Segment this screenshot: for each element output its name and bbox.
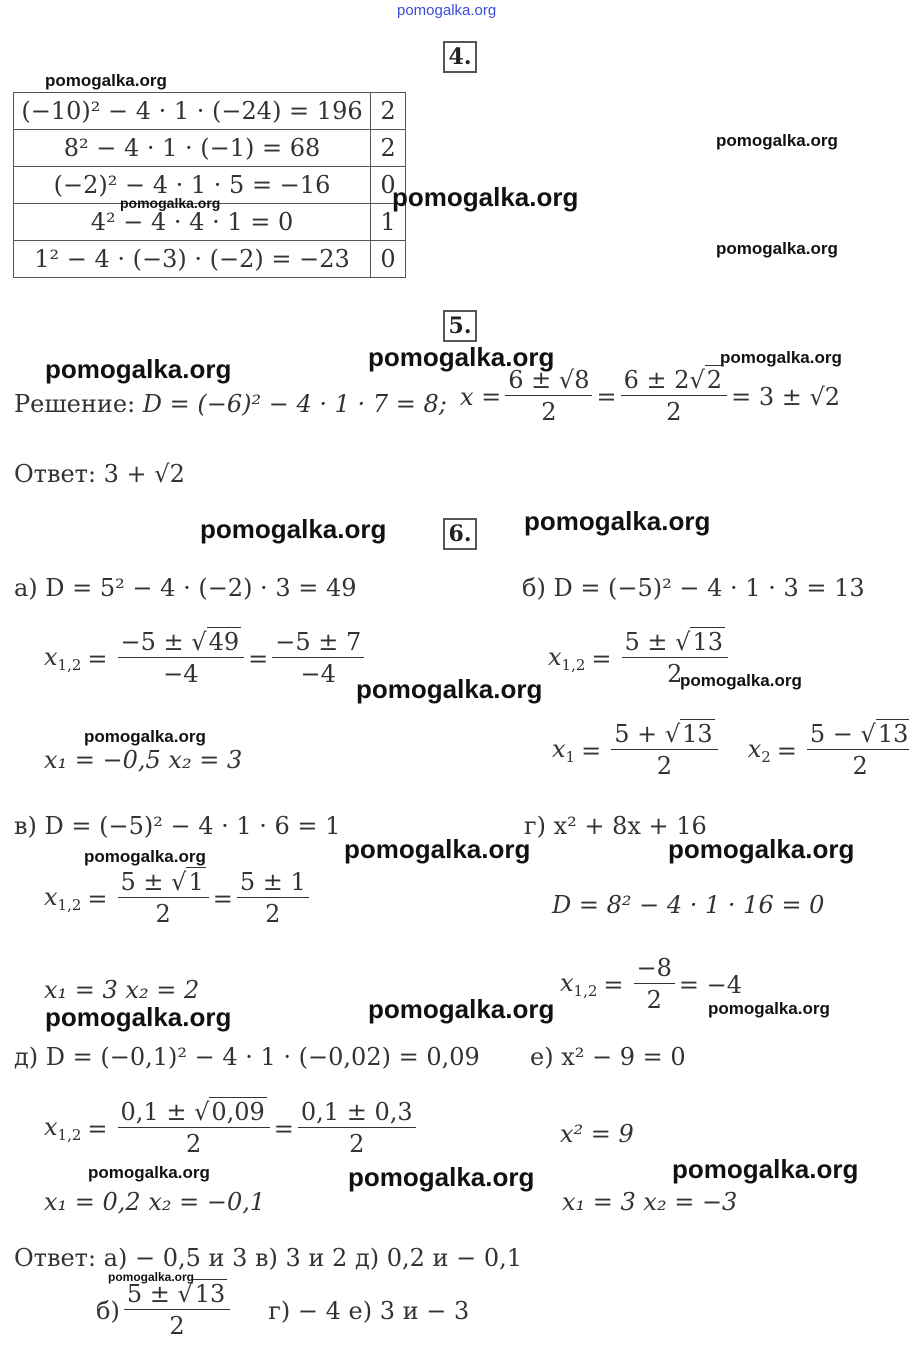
watermark: pomogalka.org	[672, 1154, 859, 1184]
fraction-numerator: 0,1 ± √0,09	[118, 1100, 270, 1128]
answer-b-label: б)	[96, 1296, 120, 1325]
table-cell-expr: 8² − 4 · 1 · (−1) = 68	[14, 130, 371, 167]
fraction-denominator: 2	[541, 398, 557, 427]
fraction-numerator: 5 − √13	[807, 722, 909, 750]
watermark: pomogalka.org	[716, 239, 838, 258]
watermark: pomogalka.org	[200, 514, 387, 544]
fraction	[124, 1282, 230, 1339]
part-b-roots: $x_1$ = $\frac{5 + √13}{2}$ $x_2$ = $\frac{5 - √13}{2}$	[552, 722, 909, 779]
fraction-numerator: 5 ± 1	[237, 870, 309, 898]
fraction-numerator: 0,1 ± 0,3	[298, 1100, 416, 1128]
problem-5-discriminant	[14, 392, 447, 416]
fraction-numerator: 5 ± √13	[622, 630, 728, 658]
table-row	[14, 93, 406, 130]
fraction-numerator: 5 ± √1	[118, 870, 209, 898]
fraction	[611, 722, 717, 779]
fraction-numerator: −5 ± √49	[118, 630, 245, 658]
problem-6-answer-line1: Ответ: а) − 0,5 и 3 в) 3 и 2 д) 0,2 и − 0,1	[14, 1244, 523, 1272]
watermark: pomogalka.org	[348, 1162, 535, 1192]
problem-5-roots: x = $\frac{6 \pm √8}{2}$ = $\frac{6 \pm 2√2}{2}$ = 3 ± √2	[460, 366, 841, 427]
watermark: pomogalka.org	[368, 342, 555, 372]
part-v-roots-formula: $x_{1,2}$ = $\frac{5 \pm √1}{2}$ = $\frac{5 \pm 1}{2}$	[44, 870, 313, 927]
watermark: pomogalka.org	[680, 671, 802, 690]
part-b-discriminant: б) D = (−5)² − 4 · 1 · 3 = 13	[522, 574, 865, 602]
fraction-numerator: 5 + √13	[611, 722, 717, 750]
fraction-denominator: −4	[300, 660, 336, 689]
fraction	[237, 870, 309, 927]
watermark: pomogalka.org	[88, 1163, 210, 1182]
fraction	[298, 1100, 416, 1157]
watermark: pomogalka.org	[84, 847, 206, 866]
part-v-discriminant: в) D = (−5)² − 4 · 1 · 6 = 1	[14, 812, 341, 840]
fraction-numerator: 5 ± √13	[124, 1282, 230, 1310]
part-d-discriminant: д) D = (−0,1)² − 4 · 1 · (−0,02) = 0,09	[14, 1043, 480, 1071]
problem-6-answer-line2	[96, 1282, 469, 1339]
fraction-denominator: 2	[666, 398, 682, 427]
watermark: pomogalka.org	[356, 674, 543, 704]
fraction-denominator: 2	[656, 752, 673, 781]
watermark: pomogalka.org	[120, 195, 221, 211]
part-g-discriminant: D = 8² − 4 · 1 · 16 = 0	[552, 891, 825, 919]
part-g-roots: $x_{1,2}$ = $\frac{-8}{2}$ = −4	[560, 954, 743, 1015]
fraction-numerator: −8	[634, 956, 675, 984]
table-cell-count: 2	[371, 93, 406, 130]
fraction	[118, 870, 209, 927]
fraction-denominator: 2	[186, 1130, 202, 1159]
part-d-roots-formula: $x_{1,2}$ = $\frac{0,1 \pm √0,09}{2}$ = $\frac{0,1 \pm 0,3}{2}$	[44, 1100, 420, 1157]
radicand: 2	[706, 366, 723, 394]
problem-4-number: 4.	[443, 41, 477, 73]
fraction	[807, 722, 909, 779]
table-cell-count: 0	[371, 241, 406, 278]
result: = 3 ± √2	[731, 382, 841, 411]
fraction	[634, 956, 675, 1013]
problem-6-number: 6.	[443, 518, 477, 550]
fraction-denominator: 2	[852, 752, 868, 781]
table-row	[14, 241, 406, 278]
fraction-numerator: −5 ± 7	[272, 630, 364, 658]
fraction-denominator: 2	[155, 900, 171, 929]
x-label: x =	[460, 382, 502, 411]
part-e-square: x² = 9	[560, 1120, 634, 1148]
watermark: pomogalka.org	[45, 71, 167, 90]
x12-label: $x_{1,2}$	[548, 642, 586, 674]
problem-5-answer: Ответ: 3 + √2	[14, 460, 185, 488]
watermark: pomogalka.org	[668, 834, 855, 864]
part-a-roots-formula: $x_{1,2}$ = $\frac{-5 \pm √49}{-4}$ = $\frac{-5 \pm 7}{-4}$	[44, 630, 368, 687]
fraction-denominator: 2	[667, 660, 683, 689]
answer-rest: г) − 4 е) 3 и − 3	[268, 1296, 470, 1325]
fraction	[505, 368, 592, 425]
watermark: pomogalka.org	[716, 131, 838, 150]
part-d-roots: x₁ = 0,2 x₂ = −0,1	[44, 1188, 266, 1216]
watermark-top: pomogalka.org	[397, 2, 497, 19]
watermark: pomogalka.org	[84, 727, 206, 746]
watermark: pomogalka.org	[708, 999, 830, 1018]
watermark: pomogalka.org	[45, 1002, 232, 1032]
fraction-denominator: 2	[169, 1312, 185, 1341]
watermark: pomogalka.org	[720, 348, 842, 367]
fraction	[118, 630, 245, 687]
fraction-denominator: −4	[163, 660, 199, 689]
fraction	[118, 1100, 270, 1157]
part-g-equation: г) x² + 8x + 16	[524, 812, 707, 840]
part-v-roots: x₁ = 3 x₂ = 2	[44, 976, 200, 1004]
part-a-discriminant: а) D = 5² − 4 · (−2) · 3 = 49	[14, 574, 357, 602]
table-cell-expr: 1² − 4 · (−3) · (−2) = −23	[14, 241, 371, 278]
table-cell-expr: (−10)² − 4 · 1 · (−24) = 196	[14, 93, 371, 130]
solution-label: Решение:	[14, 390, 136, 418]
table-cell-count: 1	[371, 204, 406, 241]
problem-5-number: 5.	[443, 310, 477, 342]
table-cell-expr: (−2)² − 4 · 1 · 5 = −16	[14, 167, 371, 204]
result: = −4	[678, 970, 743, 999]
table-cell-count: 0	[371, 167, 406, 204]
watermark: pomogalka.org	[108, 1270, 195, 1284]
numerator-prefix: 6 ± 2	[623, 366, 690, 394]
watermark: pomogalka.org	[45, 354, 232, 384]
table-cell-count: 2	[371, 130, 406, 167]
part-e-equation: е) x² − 9 = 0	[530, 1043, 686, 1071]
watermark: pomogalka.org	[344, 834, 531, 864]
table-row	[14, 130, 406, 167]
fraction-numerator: 6 ± √8	[505, 368, 592, 396]
part-e-roots: x₁ = 3 x₂ = −3	[562, 1188, 738, 1216]
fraction-denominator: 2	[265, 900, 281, 929]
fraction	[272, 630, 364, 687]
watermark: pomogalka.org	[524, 506, 711, 536]
fraction-numerator: 6 ± 2√2	[621, 368, 727, 396]
x12-label: $x_{1,2}$	[44, 642, 82, 674]
watermark: pomogalka.org	[368, 994, 555, 1024]
table-cell-expr: 4² − 4 · 4 · 1 = 0	[14, 204, 371, 241]
fraction-denominator: 2	[646, 986, 662, 1015]
discriminant-expr: D = (−6)² − 4 · 1 · 7 = 8;	[142, 390, 447, 418]
part-a-roots: x₁ = −0,5 x₂ = 3	[44, 746, 243, 774]
watermark: pomogalka.org	[392, 182, 579, 212]
fraction-denominator: 2	[349, 1130, 365, 1159]
part-b-roots-formula: $x_{1,2}$ = $\frac{5 \pm √13}{2}$	[548, 630, 732, 687]
discriminant-table	[13, 92, 406, 278]
fraction	[621, 368, 727, 425]
